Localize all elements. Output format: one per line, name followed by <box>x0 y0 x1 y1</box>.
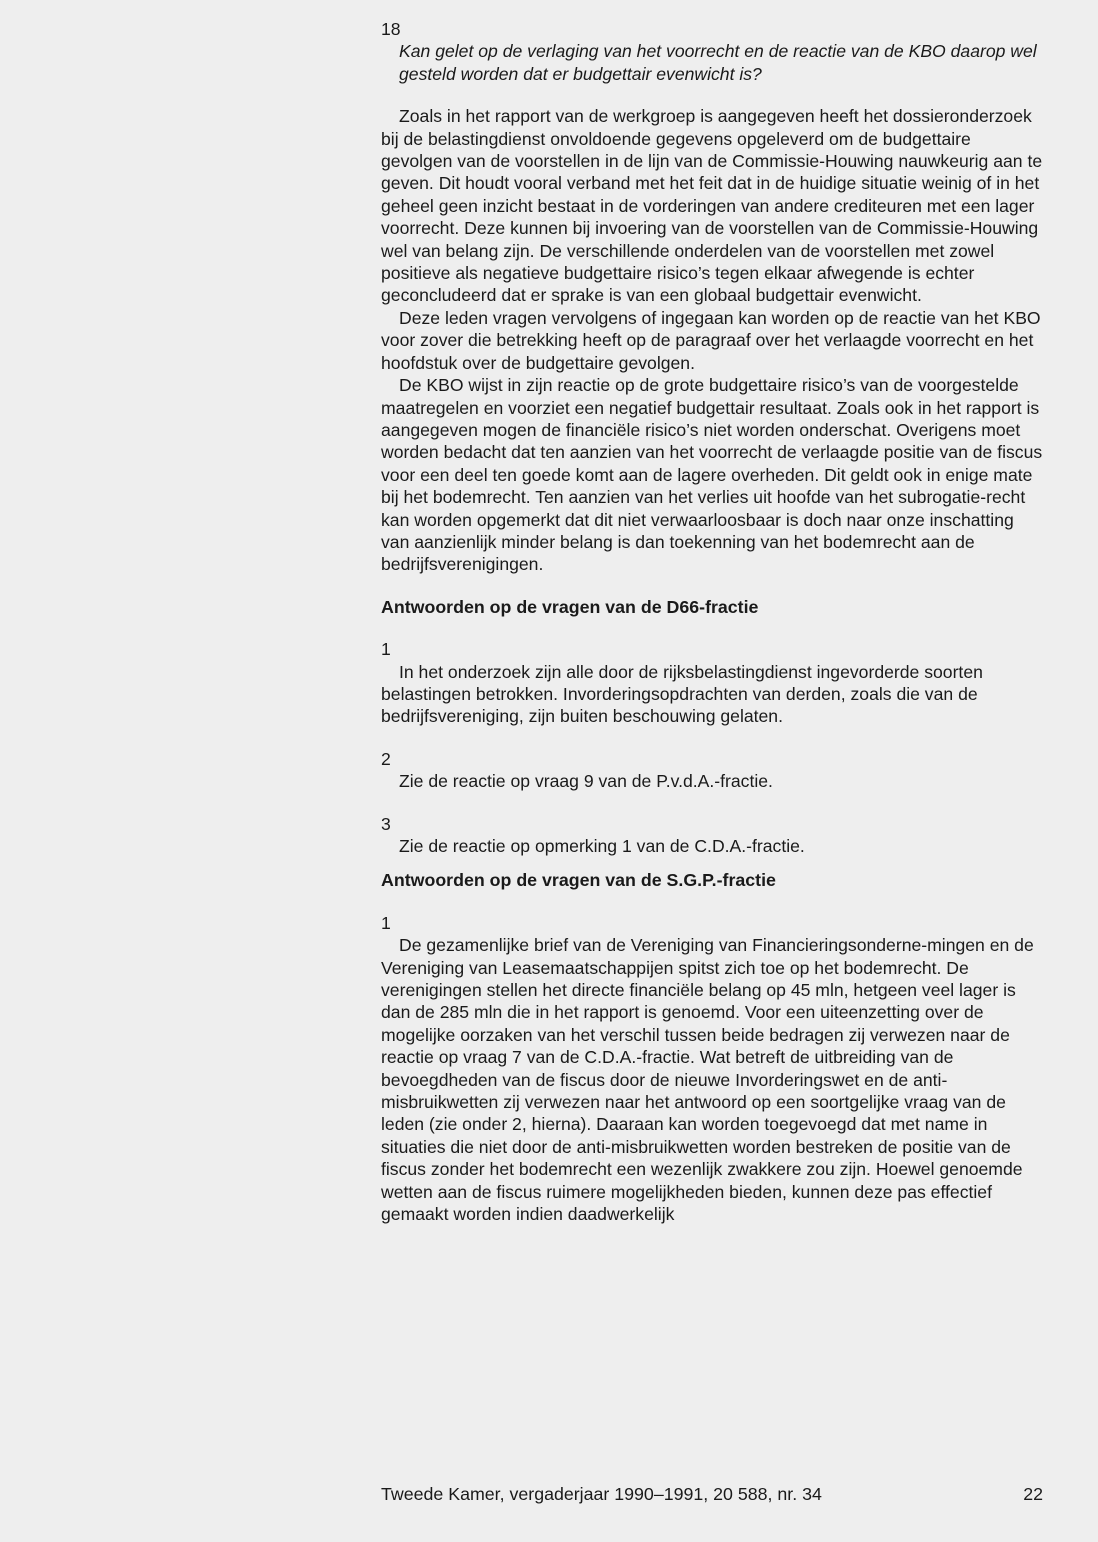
footer-citation: Tweede Kamer, vergaderjaar 1990–1991, 20 588, nr. 34 <box>381 1484 822 1504</box>
item-text: In het onderzoek zijn alle door de rijksbelastingdienst ingevorderde soorten belastingen betrokken. Invorderingsopdrachten van derden, zoals die van de bedrijfsvereniging, zijn buiten beschouwing gelaten. <box>381 661 983 727</box>
item-number: 3 <box>381 813 391 834</box>
item-number: 1 <box>381 639 391 660</box>
answer-paragraph: Zoals in het rapport van de werkgroep is aangegeven heeft het dossieronderzoek bij de belastingdienst onvoldoende gegevens opgeleverd om de budgettaire gevolgen van de voorstellen in de lijn van de Commissie-Houwing nauwkeurig aan te geven. Dit houdt vooral verband met het feit dat in de huidige situatie weinig of in het geheel geen inzicht bestaat in de vorderingen van andere crediteuren met een lager voorrecht. Deze kunnen bij invoering van de voorstellen van de Commissie-Houwing wel van belang zijn. De verschillende onderdelen van de voorstellen met zowel positieve als negatieve budgettaire risico’s tegen elkaar afwegende is echter geconcludeerd dat er sprake is van een globaal budgettair evenwicht. <box>381 106 1043 306</box>
item-text: De gezamenlijke brief van de Vereniging van Financieringsonderne-mingen en de Vereniging van Leasemaatschappijen spitst zich toe op het bodemrecht. De verenigingen stellen het directe financiële belang op 45 mln, hetgeen veel lager is dan de 285 mln die in het rapport is genoemd. Voor een uiteenzetting over de mogelijke oorzaken van het verschil tussen beide bedragen zij verwezen naar de reactie op vraag 7 van de C.D.A.-fractie. Wat betreft de uitbreiding van de bevoegdheden van de fiscus door de nieuwe Invorderingswet en de anti-misbruikwetten zij verwezen naar het antwoord op een soortgelijke vraag van de leden (zie onder 2, hierna). Daaraan kan worden toegevoegd dat met name in situaties die niet door de anti-misbruikwetten worden bestreken de positie van de fiscus zonder het bodemrecht een wezenlijk zwakkere zou zijn. Hoewel genoemde wetten aan de fiscus ruimere mogelijkheden bieden, kunnen deze pas effectief gemaakt worden indien daadwerkelijk <box>381 935 1034 1225</box>
question-text: Kan gelet op de verlaging van het voorrecht en de reactie van de KBO daarop wel gesteld worden dat er budgettair evenwicht is? <box>399 41 1037 84</box>
item-text: Zie de reactie op opmerking 1 van de C.D.A.-fractie. <box>399 836 805 856</box>
section-heading-sgp: Antwoorden op de vragen van de S.G.P.-fractie <box>381 870 776 891</box>
page-number: 22 <box>1023 1484 1043 1504</box>
item-number: 2 <box>381 748 391 769</box>
section-heading-d66: Antwoorden op de vragen van de D66-fractie <box>381 596 759 617</box>
text-column <box>381 18 1043 1226</box>
question-number: 18 <box>381 19 401 39</box>
answer-paragraph: Deze leden vragen vervolgens of ingegaan kan worden op de reactie van het KBO voor zover die betrekking heeft op de paragraaf over het verlaagde voorrecht en het hoofdstuk over de budgettaire gevolgen. <box>381 307 1041 373</box>
item-number: 1 <box>381 912 391 933</box>
answer-paragraph: De KBO wijst in zijn reactie op de grote budgettaire risico’s van de voorgestelde maatregelen en voorziet een negatief budgettair resultaat. Zoals ook in het rapport is aangegeven mogen de financiële risico’s niet worden onderschat. Overigens moet worden bedacht dat ten aanzien van het voorrecht de verlaagde positie van de fiscus voor een deel ten goede komt aan de lagere overheden. Dit geldt ook in enige mate bij het bodemrecht. Ten aanzien van het verlies uit hoofde van het subrogatie-recht kan worden opgemerkt dat dit niet verwaarloosbaar is doch naar onze inschatting van aanzienlijk minder belang is dan toekenning van het bodemrecht aan de bedrijfsverenigingen. <box>381 375 1043 575</box>
item-text: Zie de reactie op vraag 9 van de P.v.d.A.-fractie. <box>399 771 773 792</box>
page-footer <box>381 1483 1043 1505</box>
